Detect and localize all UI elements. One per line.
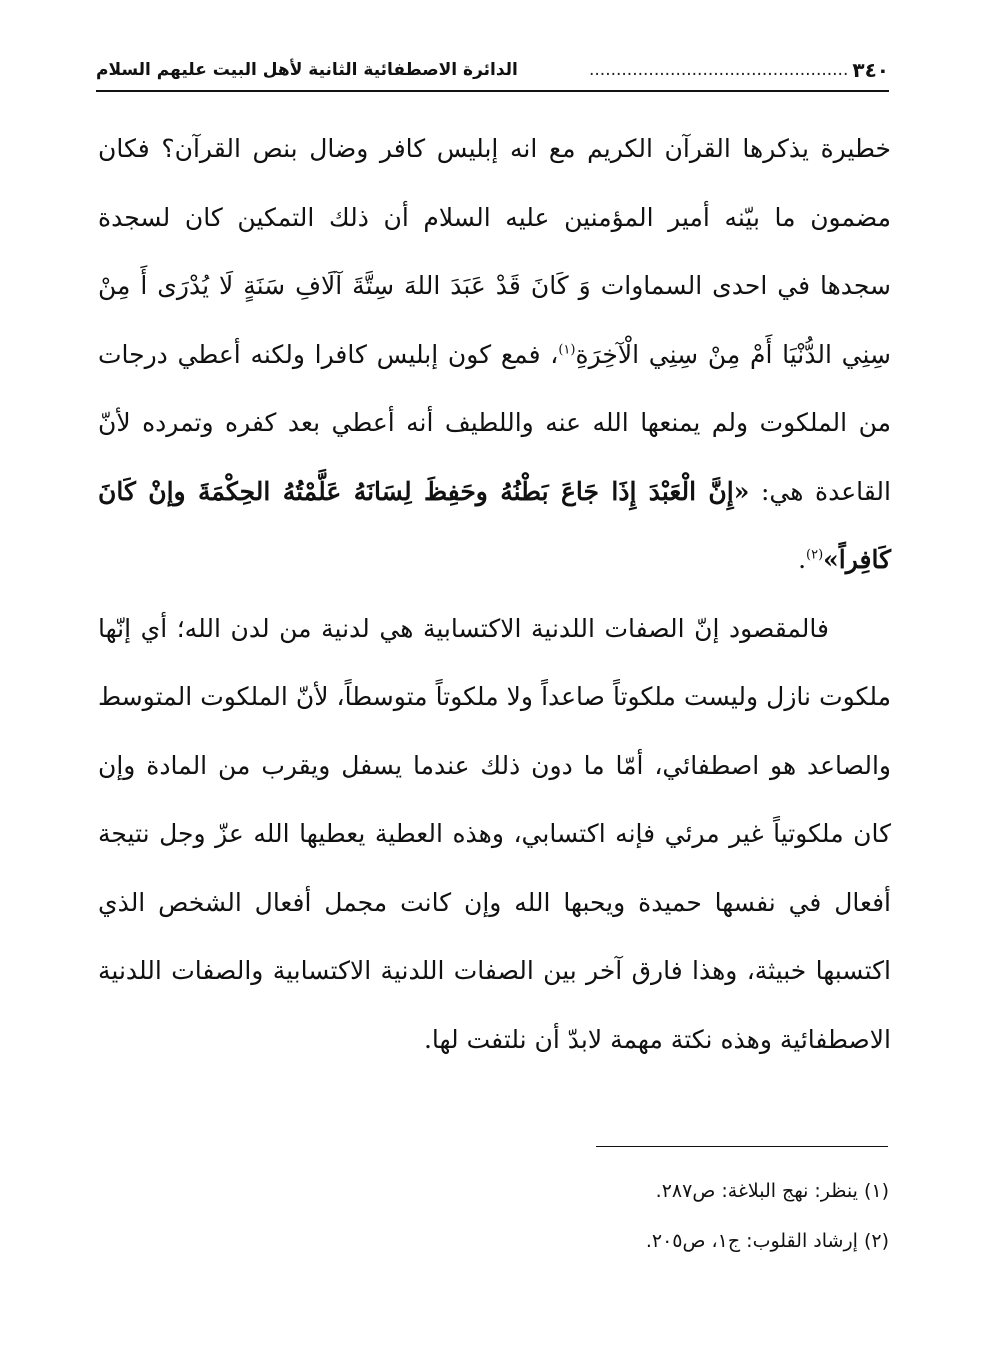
- footnote-1: (١) ينظر: نهج البلاغة: ص٢٨٧.: [655, 1180, 889, 1202]
- page-number: ٣٤٠: [852, 58, 889, 82]
- paragraph-2: فالمقصود إنّ الصفات اللدنية الاكتسابية هي لدنية من لدن الله؛ أي إنّها ملكوت نازل وليست ملكوتاً صاعداً ولا ملكوتاً متوسطاً، لأنّ الملكوت المتوسط والصاعد هو اصطفائي، أمّا ما دون ذلك عندما يسفل ويقرب من المادة وإن كان ملكوتياً غير مرئي فإنه اكتسابي، وهذه العطية يعطيها الله عزّ وجل نتيجة أفعال في نفسها حميدة ويحبها الله وإن كانت مجمل أفعال الشخص الذي اكتسبها خبيثة، وهذا فارق آخر بين الصفات اللدنية الاكتسابية والصفات اللدنية الاصطفائية وهذه نكتة مهمة لابدّ أن نلتفت لها.: [98, 613, 891, 1054]
- paragraph-1: [98, 115, 891, 595]
- paragraph-1-end: .: [798, 545, 807, 574]
- footnote-ref-1: (١): [558, 342, 576, 358]
- page-header: [96, 52, 889, 88]
- paragraph-1-text: خطيرة يذكرها القرآن الكريم مع انه إبليس كافر وضال بنص القرآن؟ فكان مضمون ما بيّنه أمير المؤمنين عليه السلام أن ذلك التمكين كان لسجدة سجدها في احدى السماوات وَ كَانَ قَدْ عَبَدَ اللهَ سِتَّةَ آلَافِ سَنَةٍ لَا يُدْرَى أَ مِنْ سِنِي الدُّنْيَا أَمْ مِنْ سِنِي الْآخِرَةِ: [98, 134, 891, 369]
- running-title: الدائرة الاصطفائية الثانية لأهل البيت عليهم السلام: [96, 60, 518, 80]
- footnote-separator: [596, 1146, 888, 1147]
- paragraph-1-text-continued: ، فمع كون إبليس كافرا ولكنه أعطي درجات من الملكوت ولم يمنعها الله عنه واللطيف أنه أعطي بعد كفره وتمرده لأنّ القاعدة هي:: [98, 339, 891, 506]
- header-leader-dots: ................................................: [588, 60, 849, 80]
- footnote-2: (٢) إرشاد القلوب: ج١، ص٢٠٥.: [645, 1230, 889, 1252]
- footnotes: [98, 1166, 889, 1266]
- hadith-quote: «إِنَّ الْعَبْدَ إِذَا جَاعَ بَطْنُهُ وحَفِظَ لِسَانَهُ عَلَّمْتُهُ الحِكْمَةَ وإنْ كَانَ كَافِراً»: [98, 476, 891, 574]
- header-rule: [96, 90, 889, 92]
- body-text: [98, 115, 891, 1074]
- footnote-ref-2: (٢): [806, 547, 824, 563]
